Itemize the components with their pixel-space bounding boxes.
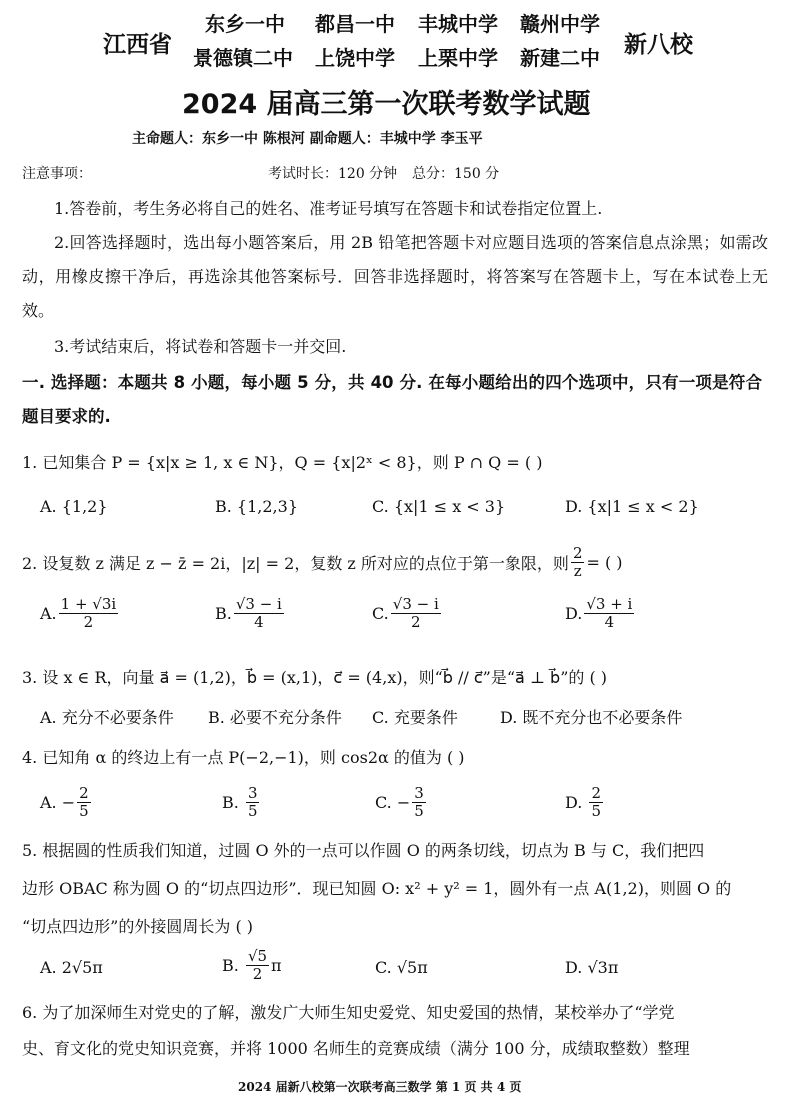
q2-option-b [215, 596, 286, 632]
q5-option-c [375, 958, 428, 977]
q5-option-c-text: √5π [396, 958, 428, 977]
q2-option-d-label: D. [565, 604, 583, 624]
page-footer: 2024 届新八校第一次联考高三数学 第 1 页 共 4 页 [238, 1080, 522, 1094]
q2-option-a-frac [59, 596, 119, 632]
province-name: 江西省 [103, 32, 172, 58]
q4-option-a-num: 2 [79, 784, 89, 802]
q4-stem: 4. 已知角 α 的终边上有一点 P(−2,−1)，则 cos2α 的值为 ( ) [22, 748, 465, 767]
q5-option-a [40, 958, 103, 977]
q5-option-b-tail: π [271, 956, 282, 976]
q3-stem: 3. 设 x ∈ R，向量 a⃗ = (1,2)，b⃗ = (x,1)，c⃗ = (4,x)，则“b⃗ // c⃗”是“a⃗ ⊥ b⃗”的 ( ) [22, 668, 608, 687]
q2-option-c-den: 2 [411, 613, 421, 632]
q5-option-d [565, 958, 618, 977]
q2-stem [22, 545, 623, 581]
q4-option-c-den: 5 [414, 802, 424, 821]
q4-option-d-frac [589, 785, 603, 821]
q5-option-a-label: A. [40, 958, 57, 977]
alliance-name: 新八校 [624, 32, 693, 58]
q4-option-c-label: C. [375, 793, 392, 813]
q3-option-b: B. 必要不充分条件 [208, 708, 342, 727]
q3-option-a: A. 充分不必要条件 [40, 708, 174, 727]
q5-option-c-label: C. [375, 958, 392, 977]
notice-item-3: 3.考试结束后，将试卷和答题卡一并交回. [54, 337, 347, 356]
q2-option-c-frac [391, 596, 441, 632]
q4-option-c-sign: − [396, 793, 411, 813]
q1-option-c: C. {x|1 ≤ x < 3} [372, 497, 506, 516]
q4-option-b [222, 785, 261, 821]
notice-item-1: 1.答卷前，考生务必将自己的姓名、准考证号填写在答题卡和试卷指定位置上. [54, 199, 603, 218]
q4-option-b-num: 3 [247, 784, 258, 802]
q6-line-1: 6. 为了加深师生对党史的了解，激发广大师生知史爱党、知史爱国的热情，某校举办了“学党 [22, 1003, 675, 1022]
q1-option-a: A. {1,2} [40, 497, 108, 516]
school-fengcheng: 丰城中学 [418, 12, 498, 36]
school-jingdezhen: 景德镇二中 [193, 46, 293, 70]
q4-option-a-label: A. [40, 793, 57, 813]
q2-fraction [571, 545, 585, 581]
q2-option-c-num: √3 − i [392, 595, 439, 613]
school-xinjian: 新建二中 [520, 46, 600, 70]
q2-stem-tail: = ( ) [586, 553, 623, 573]
q2-option-d-den: 4 [604, 613, 615, 632]
q5-option-b-den: 2 [252, 965, 263, 984]
q4-option-c-frac [412, 785, 426, 821]
q2-option-a-num: 1 + √3i [60, 595, 117, 613]
q2-option-b-label: B. [215, 604, 232, 624]
q4-option-d-den: 5 [591, 802, 601, 821]
q5-option-d-label: D. [565, 958, 583, 977]
section-heading: 一. 选择题：本题共 8 小题，每小题 5 分，共 40 分. 在每小题给出的四个选项中，只有一项是符合题目要求的. [22, 373, 762, 426]
q4-option-a-den: 5 [79, 802, 89, 821]
q4-option-b-den: 5 [247, 802, 258, 821]
exam-authors: 主命题人：东乡一中 陈根河 副命题人：丰城中学 李玉平 [132, 131, 483, 147]
school-shangrao: 上饶中学 [315, 46, 395, 70]
q4-option-d [565, 785, 605, 821]
q5-option-b-frac [246, 948, 269, 984]
q2-option-b-num: √3 − i [235, 595, 282, 613]
q4-option-c [375, 785, 428, 821]
q4-option-a-frac [77, 785, 91, 821]
q4-option-a [40, 785, 93, 821]
q2-frac-num: 2 [572, 544, 583, 562]
q1-option-d: D. {x|1 ≤ x < 2} [565, 497, 699, 516]
q2-option-a-label: A. [40, 604, 57, 624]
q2-option-a [40, 596, 120, 632]
exam-title: 2024 届高三第一次联考数学试题 [182, 89, 591, 120]
q2-frac-den: z [573, 562, 582, 581]
q5-option-b-num: √5 [247, 947, 268, 965]
school-duchang: 都昌一中 [315, 12, 395, 36]
q5-option-b-label: B. [222, 956, 239, 976]
q4-option-d-num: 2 [591, 784, 601, 802]
q2-option-d-frac [584, 596, 634, 632]
q5-option-d-text: √3π [587, 958, 619, 977]
q2-option-d-num: √3 + i [586, 595, 633, 613]
q5-option-a-text: 2√5π [61, 958, 103, 977]
q2-option-a-den: 2 [83, 613, 94, 632]
q2-stem-text: 2. 设复数 z 满足 z − z̄ = 2i，|z| = 2，复数 z 所对应的点位于第一象限，则 [22, 554, 569, 574]
q2-option-c-label: C. [372, 604, 389, 624]
notice-item-2: 2.回答选择题时，选出每小题答案后，用 2B 铅笔把答题卡对应题目选项的答案信息点涂黑；如需改动，用橡皮擦干净后，再选涂其他答案标号．回答非选择题时，将答案写在答题卡上，写在本试卷上无效。 [22, 233, 768, 320]
q1-option-b: B. {1,2,3} [215, 497, 298, 516]
q4-option-b-frac [246, 785, 260, 821]
q2-option-b-den: 4 [254, 613, 264, 632]
q5-line-3: “切点四边形”的外接圆周长为 ( ) [22, 917, 254, 936]
q3-option-c: C. 充要条件 [372, 708, 458, 727]
school-ganzhou: 赣州中学 [520, 12, 600, 36]
notice-label: 注意事项： [22, 166, 92, 182]
q2-option-d [565, 596, 636, 632]
q2-option-c [372, 596, 443, 632]
q6-line-2: 史、育文化的党史知识竞赛，并将 1000 名师生的竞赛成绩（满分 100 分，成绩取整数）整理 [22, 1039, 690, 1058]
q4-option-a-sign: − [61, 793, 76, 813]
q5-line-1: 5. 根据圆的性质我们知道，过圆 O 外的一点可以作圆 O 的两条切线，切点为 B 与 C，我们把四 [22, 841, 705, 860]
q1-stem: 1. 已知集合 P = {x|x ≥ 1, x ∈ N}，Q = {x|2ˣ < 8}，则 P ∩ Q = ( ) [22, 453, 543, 472]
school-shangli: 上栗中学 [418, 46, 498, 70]
q4-option-c-num: 3 [414, 784, 424, 802]
q4-option-b-label: B. [222, 793, 239, 813]
q5-line-2: 边形 OBAC 称为圆 O 的“切点四边形”．现已知圆 O: x² + y² = 1，圆外有一点 A(1,2)，则圆 O 的 [22, 879, 732, 898]
q3-option-d: D. 既不充分也不必要条件 [500, 708, 683, 727]
exam-duration: 考试时长：120 分钟 [268, 166, 398, 182]
exam-total-score: 总分：150 分 [412, 166, 500, 182]
q2-option-b-frac [234, 596, 284, 632]
q5-option-b [222, 948, 282, 984]
school-dongxiang: 东乡一中 [205, 12, 285, 36]
q4-option-d-label: D. [565, 793, 583, 813]
